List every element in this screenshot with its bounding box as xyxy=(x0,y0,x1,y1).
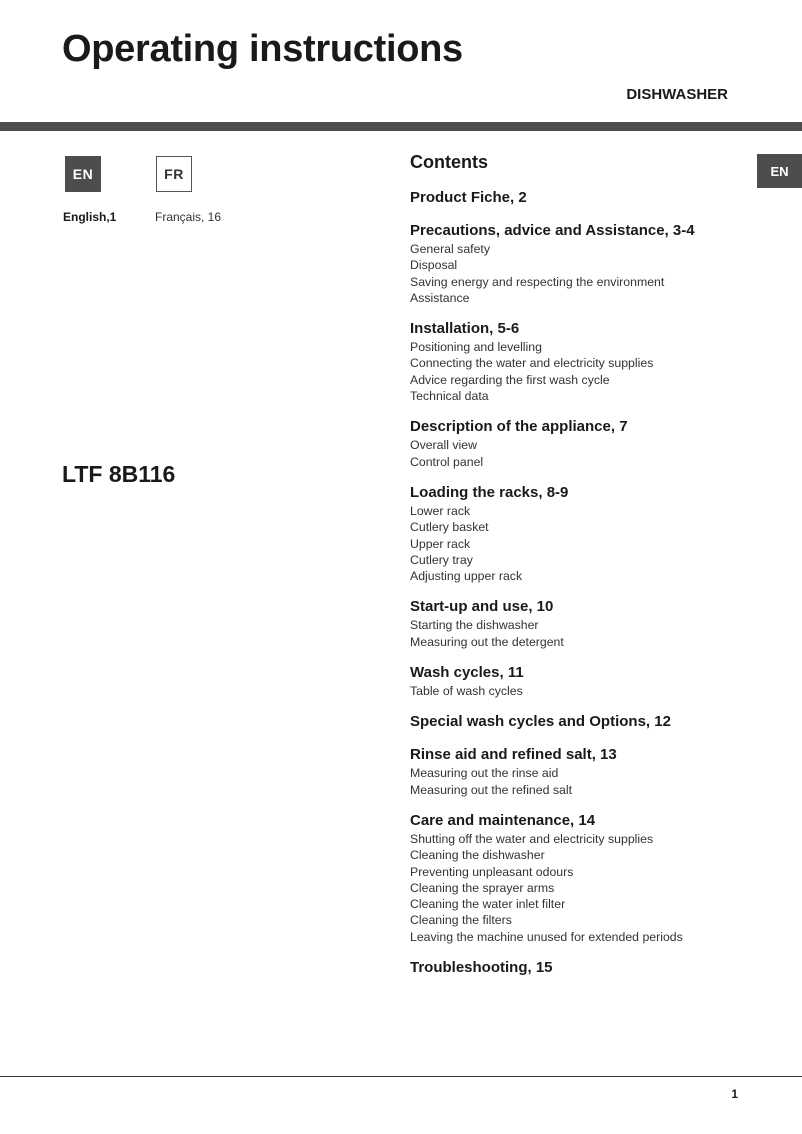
section-title: Care and maintenance, 14 xyxy=(410,811,596,829)
footer-divider xyxy=(0,1076,802,1077)
contents-section xyxy=(410,663,790,699)
page-number: 1 xyxy=(731,1087,738,1101)
section-item: Cutlery tray xyxy=(410,552,473,567)
section-item: Measuring out the rinse aid xyxy=(410,766,559,781)
contents-section xyxy=(410,745,790,798)
section-item: Advice regarding the first wash cycle xyxy=(410,372,610,387)
section-title: Product Fiche, 2 xyxy=(410,189,527,206)
section-item: Adjusting upper rack xyxy=(410,569,523,584)
section-item: Overall view xyxy=(410,438,477,453)
section-item: Measuring out the detergent xyxy=(410,634,564,649)
section-title: Precautions, advice and Assistance, 3-4 xyxy=(410,222,695,239)
section-item: Positioning and levelling xyxy=(410,340,542,355)
language-side-tab: EN xyxy=(757,154,802,188)
section-item: Lower rack xyxy=(410,503,471,518)
contents-section xyxy=(410,958,790,978)
section-item: General safety xyxy=(410,242,490,256)
section-title: Rinse aid and refined salt, 13 xyxy=(410,746,617,764)
section-item: Cleaning the water inlet filter xyxy=(410,897,566,912)
contents-section xyxy=(410,597,790,650)
model-number: LTF 8B116 xyxy=(62,461,176,487)
section-title: Troubleshooting, 15 xyxy=(410,959,553,977)
section-item: Measuring out the refined salt xyxy=(410,782,573,797)
section-item: Saving energy and respecting the environment xyxy=(410,274,665,289)
contents-sections xyxy=(410,188,790,978)
contents-section xyxy=(410,221,790,306)
section-item: Cleaning the sprayer arms xyxy=(410,880,555,895)
contents-section xyxy=(410,319,790,404)
section-item: Technical data xyxy=(410,389,489,404)
header-divider xyxy=(0,122,802,131)
section-item: Cleaning the filters xyxy=(410,913,512,928)
document-subtitle: DISHWASHER xyxy=(626,86,728,103)
contents-section xyxy=(410,712,790,732)
section-item: Assistance xyxy=(410,290,470,305)
section-title: Start-up and use, 10 xyxy=(410,598,554,616)
section-item: Cutlery basket xyxy=(410,520,489,535)
section-item: Shutting off the water and electricity supplies xyxy=(410,831,654,846)
contents-section xyxy=(410,417,790,470)
contents-section xyxy=(410,188,790,208)
section-title: Wash cycles, 11 xyxy=(410,664,524,682)
section-item: Starting the dishwasher xyxy=(410,618,539,633)
section-item: Connecting the water and electricity supplies xyxy=(410,356,654,371)
section-title: Installation, 5-6 xyxy=(410,320,520,338)
section-item: Cleaning the dishwasher xyxy=(410,848,545,863)
page-title: Operating instructions xyxy=(62,28,463,70)
language-box-fr: FR xyxy=(156,156,192,192)
section-item: Disposal xyxy=(410,258,458,273)
section-title: Description of the appliance, 7 xyxy=(410,418,628,436)
section-item: Leaving the machine unused for extended periods xyxy=(410,929,683,944)
language-box-en: EN xyxy=(65,156,101,192)
contents-section xyxy=(410,483,790,584)
section-item: Table of wash cycles xyxy=(410,684,523,699)
contents-section xyxy=(410,811,790,945)
language-label-fr: Français, 16 xyxy=(155,210,222,224)
section-title: Loading the racks, 8-9 xyxy=(410,483,569,501)
language-label-en: English,1 xyxy=(63,210,117,224)
contents-heading: Contents xyxy=(410,152,488,172)
table-of-contents xyxy=(410,152,790,991)
section-item: Control panel xyxy=(410,454,484,469)
section-item: Preventing unpleasant odours xyxy=(410,864,574,879)
section-item: Upper rack xyxy=(410,536,471,551)
section-title: Special wash cycles and Options, 12 xyxy=(410,713,671,731)
